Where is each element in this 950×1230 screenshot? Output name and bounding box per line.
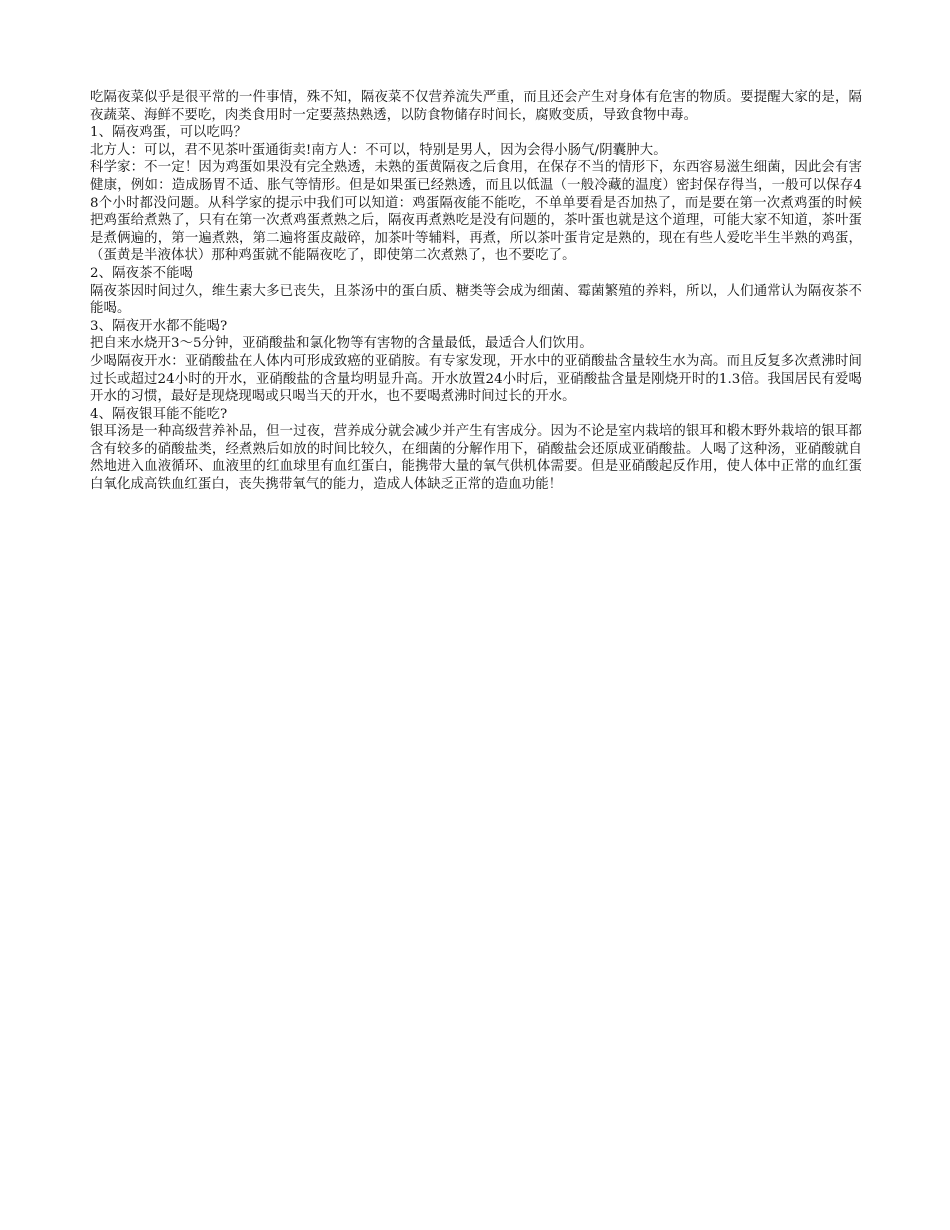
paragraph-scientist: 科学家：不一定！因为鸡蛋如果没有完全熟透，未熟的蛋黄隔夜之后食用，在保存不当的情形下，东西容易滋生细菌，因此会有害健康，例如：造成肠胃不适、胀气等情形。但是如果蛋已经熟透，而且以低温（一般冷藏的温度）密封保存得当，一般可以保存48个小时都没问题。从科学家的提示中我们可以知道：鸡蛋隔夜能不能吃，不单单要看是否加热了，而是要在第一次煮鸡蛋的时候把鸡蛋给煮熟了，只有在第一次煮鸡蛋煮熟之后，隔夜再煮熟吃是没有问题的，茶叶蛋也就是这个道理，可能大家不知道，茶叶蛋是煮俩遍的，第一遍煮熟，第二遍将蛋皮敲碎，加茶叶等辅料，再煮，所以茶叶蛋肯定是熟的，现在有些人爱吃半生半熟的鸡蛋，（蛋黄是半液体状）那种鸡蛋就不能隔夜吃了，即使第二次煮熟了，也不要吃了。	[90, 160, 862, 264]
section-heading-tea: 2、隔夜茶不能喝	[90, 265, 194, 281]
intro-paragraph: 吃隔夜菜似乎是很平常的一件事情，殊不知，隔夜菜不仅营养流失严重，而且还会产生对身体有危害的物质。要提醒大家的是，隔夜蔬菜、海鲜不要吃，肉类食用时一定要蒸热熟透，以防食物储存时间长，腐败变质，导致食物中毒。	[90, 90, 862, 123]
paragraph-nitrite: 少喝隔夜开水：亚硝酸盐在人体内可形成致癌的亚硝胺。有专家发现，开水中的亚硝酸盐含量较生水为高。而且反复多次煮沸时间过长或超过24小时的开水，亚硝酸盐的含量均明显升高。开水放置24小时后，亚硝酸盐含量是刚烧开时的1.3倍。我国居民有爱喝开水的习惯，最好是现烧现喝或只喝当天的开水，也不要喝煮沸时间过长的开水。	[90, 353, 862, 405]
section-heading-water: 3、隔夜开水都不能喝?	[90, 318, 228, 334]
section-heading-tremella: 4、隔夜银耳能不能吃?	[90, 406, 228, 422]
document-body	[90, 89, 862, 494]
section-heading-eggs: 1、隔夜鸡蛋，可以吃吗？	[90, 125, 248, 141]
paragraph-tea: 隔夜茶因时间过久，维生素大多已丧失，且茶汤中的蛋白质、糖类等会成为细菌、霉菌繁殖的养料，所以，人们通常认为隔夜茶不能喝。	[90, 283, 862, 317]
paragraph-boil-water: 把自来水烧开3～5分钟，亚硝酸盐和氯化物等有害物的含量最低，最适合人们饮用。	[90, 336, 593, 352]
paragraph-north-south: 北方人：可以，君不见茶叶蛋通街卖!南方人：不可以，特别是男人，因为会得小肠气/阴囊肿大。	[90, 142, 667, 158]
paragraph-tremella: 银耳汤是一种高级营养补品，但一过夜，营养成分就会减少并产生有害成分。因为不论是室内栽培的银耳和椴木野外栽培的银耳都含有较多的硝酸盐类，经煮熟后如放的时间比较久，在细菌的分解作用下，硝酸盐会还原成亚硝酸盐。人喝了这种汤，亚硝酸就自然地进入血液循环、血液里的红血球里有血红蛋白，能携带大量的氧气供机体需要。但是亚硝酸起反作用，使人体中正常的血红蛋白氧化成高铁血红蛋白，丧失携带氧气的能力，造成人体缺乏正常的造血功能！	[90, 424, 862, 493]
